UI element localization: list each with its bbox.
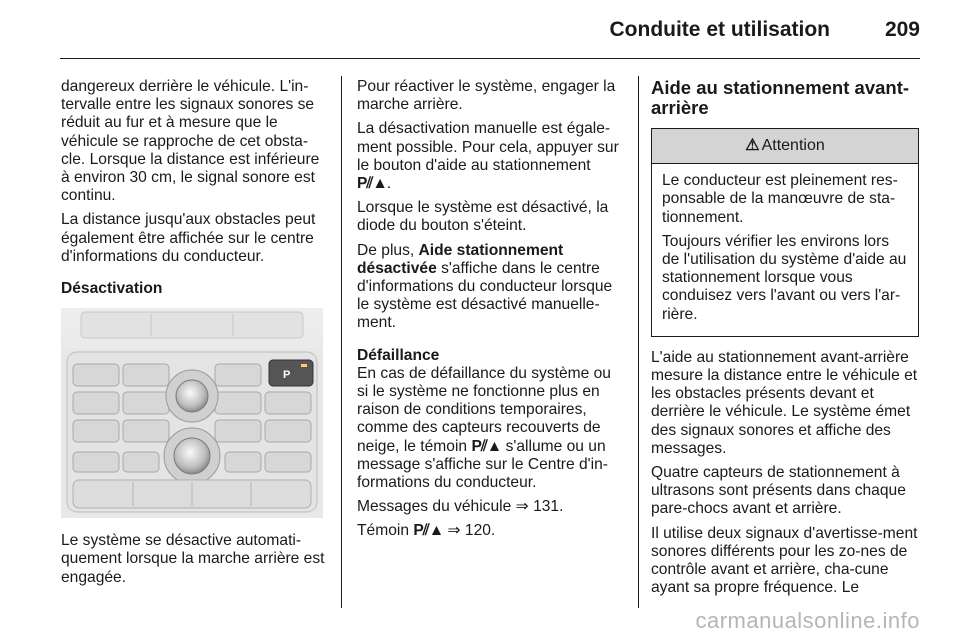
column-divider-2 [638, 76, 639, 608]
cross-reference[interactable] [357, 522, 625, 540]
warning-label: Attention [761, 137, 825, 154]
dashboard-panel-photo [61, 308, 323, 518]
warning-icon: ⚠ [745, 137, 760, 154]
message-text-bold: Aide stationnement désactivée [357, 241, 564, 277]
column-3 [651, 78, 923, 603]
warning-header [652, 129, 918, 164]
column-1 [61, 78, 327, 593]
reference-arrow-icon: ⇒ [515, 498, 529, 516]
warning-box [651, 128, 919, 337]
paragraph: Le conducteur est pleinement res-ponsable de la manœuvre de sta-tionnement. [662, 172, 898, 226]
column-2 [357, 78, 625, 547]
paragraph [357, 120, 625, 193]
paragraph: Quatre capteurs de stationnement à ultrasons sont présents dans chaque pare-chocs avant et arrière. [651, 464, 906, 518]
reference-arrow-icon: ⇒ [447, 522, 461, 540]
paragraph-text: De plus, [357, 241, 419, 259]
cross-reference[interactable] [357, 498, 625, 516]
reference-text: Messages du véhicule [357, 498, 512, 516]
parking-assist-button [269, 360, 313, 386]
reference-page: 120. [464, 522, 496, 540]
page-header-title: Conduite et utilisation [609, 18, 830, 41]
parking-assist-symbol: P⫽▲ [471, 437, 502, 455]
warning-body [652, 164, 918, 336]
paragraph [357, 242, 625, 333]
paragraph-text: En cas de défaillance du système ou si le système ne fonctionne plus en raison de conditions temporaires, comme des capteurs recouverts de neige, le témoin [357, 364, 611, 455]
paragraph: Pour réactiver le système, engager la marche arrière. [357, 78, 616, 114]
paragraph [357, 365, 625, 492]
column-divider-1 [341, 76, 342, 608]
paragraph-text: s'affiche dans le centre d'informations du conducteur lorsque le système est désactivé manuelle-ment. [357, 259, 613, 332]
section-title: Aide au stationnement avant-arrière [651, 77, 910, 118]
reference-page: 131. [533, 498, 564, 516]
paragraph: Lorsque le système est désactivé, la diode du bouton s'éteint. [357, 199, 609, 235]
paragraph: dangereux derrière le véhicule. L'in-tervalle entre les signaux sonores se réduit au fur et à mesure que le véhicule se rapproche de cet obsta-cle. Lorsque la distance est inférieure à environ 30 cm, le signal sonore est continu. [61, 78, 320, 205]
paragraph-text: La désactivation manuelle est égale-ment possible. Pour cela, appuyer sur le bouton d'aide au stationnement [357, 120, 619, 174]
reference-text: Témoin [357, 522, 409, 540]
paragraph: L'aide au stationnement avant-arrière mesure la distance entre le véhicule et les obstacles présents devant et derrière le véhicule. Le système émet des signaux sonores et affiche des messages. [651, 348, 918, 457]
header-rule [60, 58, 920, 59]
paragraph-text: s'allume ou un message s'affiche sur le Centre d'in-formations du conducteur. [357, 437, 608, 492]
parking-assist-symbol: P⫽▲ [413, 522, 444, 540]
parking-assist-symbol: P⫽▲ [357, 175, 387, 193]
page-number: 209 [884, 18, 920, 41]
paragraph: Toujours vérifier les environs lors de l'utilisation du système d'aide au stationnement lorsque vous conduisez vers l'avant ou vers l'ar-rière. [662, 232, 907, 323]
watermark: carmanualsonline.info [695, 608, 920, 633]
paragraph: Le système se désactive automati-quement lorsque la marche arrière est engagée. [61, 532, 325, 586]
subheading-defaillance: Défaillance [357, 346, 440, 364]
parking-assist-button-label: P [283, 369, 291, 382]
paragraph: Il utilise deux signaux d'avertisse-ment sonores différents pour les zo-nes de contrôle avant et arrière, cha-cune ayant sa propre fréquence. Le [651, 524, 918, 597]
center-console-illustration [61, 308, 323, 518]
subheading-desactivation: Désactivation [61, 280, 163, 298]
paragraph: La distance jusqu'aux obstacles peut également être affichée sur le centre d'informations du conducteur. [61, 211, 316, 265]
punctuation: . [386, 175, 392, 193]
